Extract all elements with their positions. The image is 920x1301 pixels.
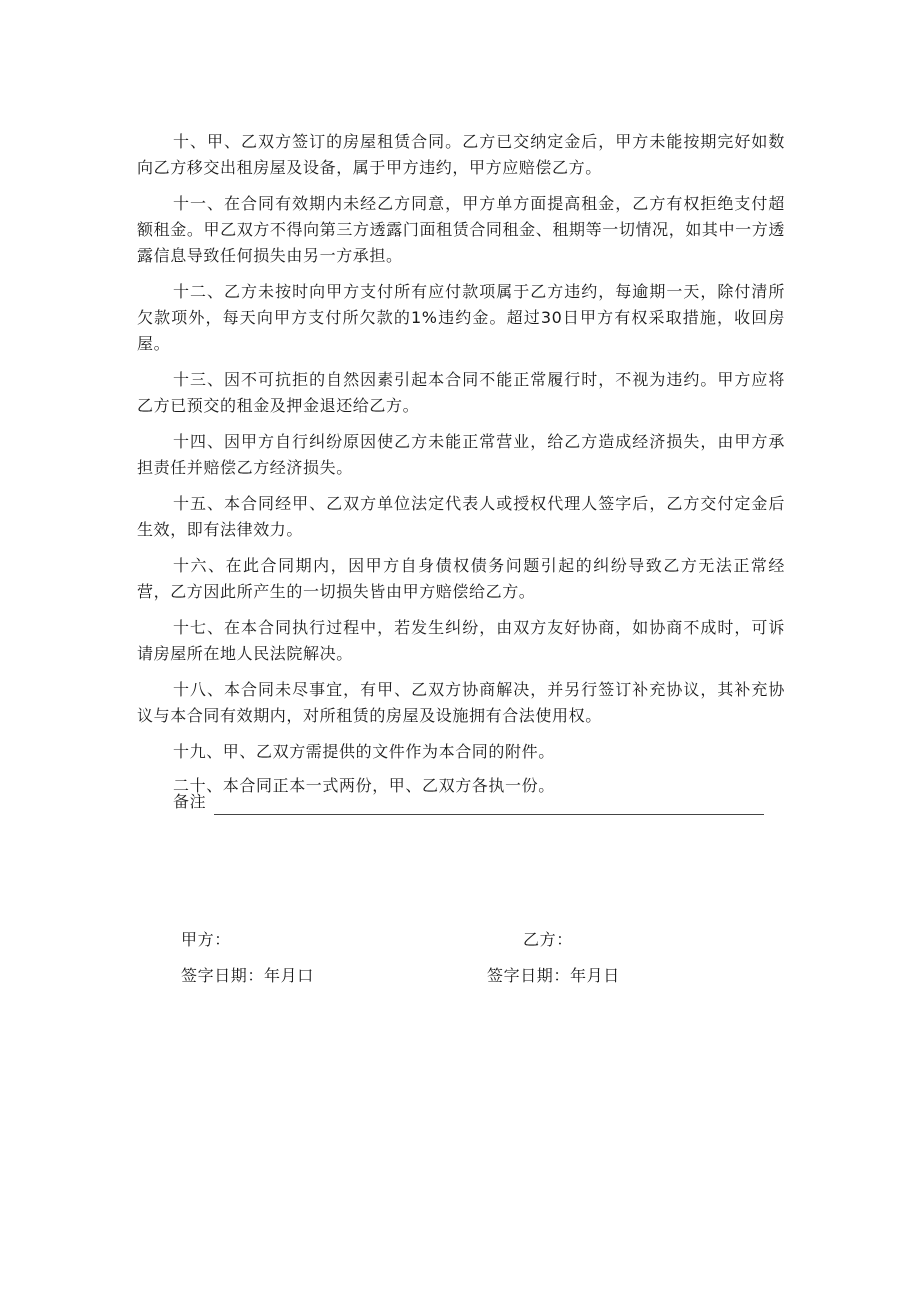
party-b-label: 乙方： xyxy=(523,930,573,949)
clause-19: 十九、甲、乙双方需提供的文件作为本合同的附件。 xyxy=(173,742,555,761)
clause-list xyxy=(137,129,785,807)
clause-11: 十一、在合同有效期内未经乙方同意，甲方单方面提高租金，乙方有权拒绝支付超额租金。甲乙双方不得向第三方透露门面租赁合同租金、租期等一切情况，如其中一方透露信息导致任何损失由另一方承担。 xyxy=(137,194,785,265)
clause-10: 十、甲、乙双方签订的房屋租赁合同。乙方已交纳定金后，甲方未能按期完好如数向乙方移交出租房屋及设备，属于甲方违约，甲方应赔偿乙方。 xyxy=(137,132,785,177)
clause-12: 十二、乙方未按时向甲方支付所有应付款项属于乙方违约，每逾期一天，除付清所欠款项外，每天向甲方支付所欠款的1%违约金。超过30日甲方有权采取措施，收回房屋。 xyxy=(137,282,785,353)
clause-13: 十三、因不可抗拒的自然因素引起本合同不能正常履行时，不视为违约。甲方应将乙方已预交的租金及押金退还给乙方。 xyxy=(137,370,785,415)
remark-row xyxy=(173,789,764,815)
clause-14: 十四、因甲方自行纠纷原因使乙方未能正常营业，给乙方造成经济损失，由甲方承担责任并赔偿乙方经济损失。 xyxy=(137,432,785,477)
remark-label: 备注 xyxy=(173,792,207,811)
clause-16: 十六、在此合同期内，因甲方自身债权债务问题引起的纠纷导致乙方无法正常经营，乙方因此所产生的一切损失皆由甲方赔偿给乙方。 xyxy=(137,556,785,601)
party-a-sign-date: 签字日期：年月口 xyxy=(181,966,314,985)
party-b-sign-date: 签字日期：年月日 xyxy=(487,966,620,985)
remark-blank-line xyxy=(214,795,764,815)
clause-20: 二十、本合同正本一式两份，甲、乙双方各执一份。 xyxy=(173,776,555,795)
clause-15: 十五、本合同经甲、乙双方单位法定代表人或授权代理人签字后，乙方交付定金后生效，即有法律效力。 xyxy=(137,494,785,539)
party-a-label: 甲方： xyxy=(181,930,231,949)
clause-17: 十七、在本合同执行过程中，若发生纠纷，由双方友好协商，如协商不成时，可诉请房屋所在地人民法院解决。 xyxy=(137,618,785,663)
clause-18: 十八、本合同未尽事宜，有甲、乙双方协商解决，并另行签订补充协议，其补充协议与本合同有效期内，对所租赁的房屋及设施拥有合法使用权。 xyxy=(137,680,785,725)
